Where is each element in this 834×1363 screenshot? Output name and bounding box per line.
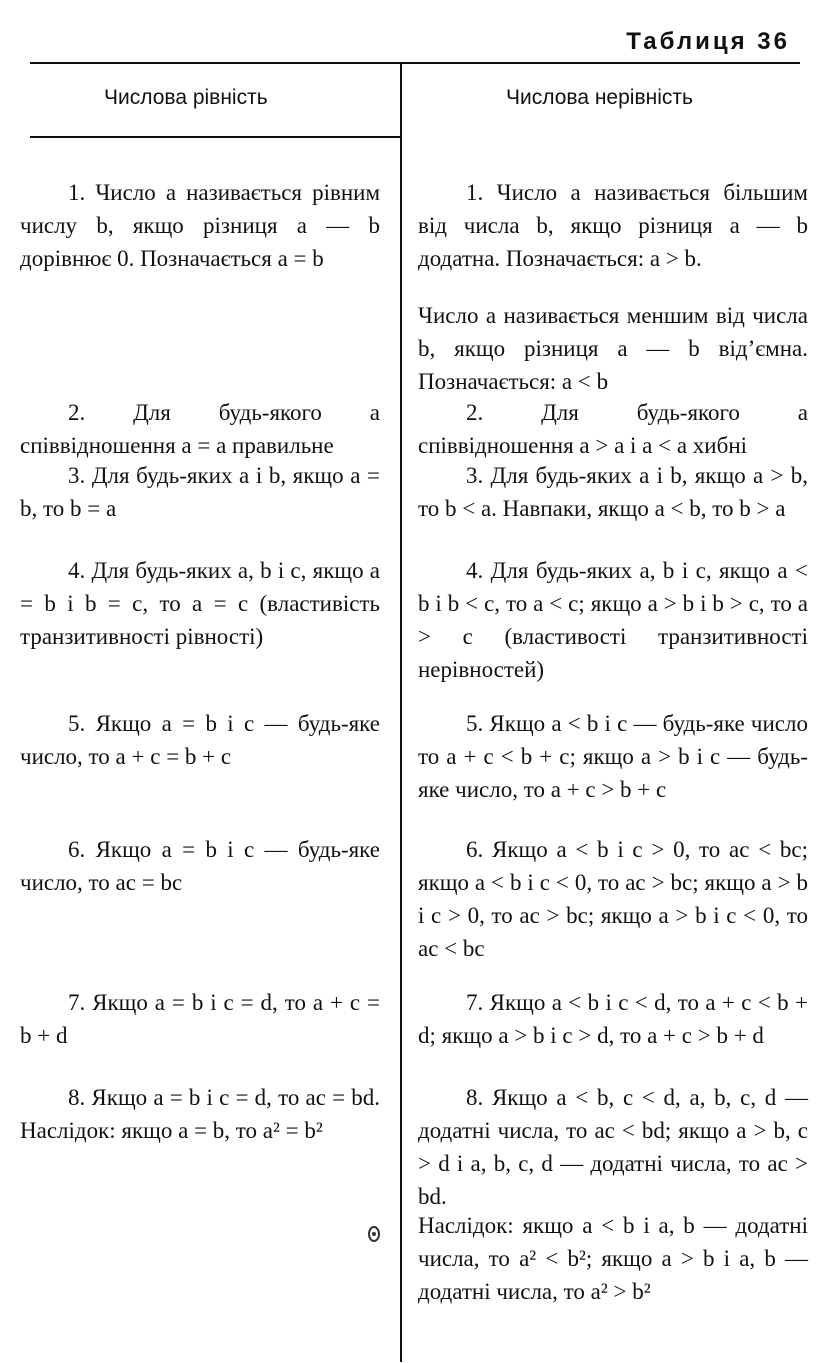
inequality-item-4: 4. Для будь-яких a, b і c, якщо a < b і b < c, то a < c; якщо a > b і b > c, то a > c (властивості транзитивності нерівностей) xyxy=(418,558,808,682)
inequality-item-6: 6. Якщо a < b і c > 0, то ac < bc; якщо a < b і c < 0, то ac > bc; якщо a > b і c > 0, то ac > bc; якщо a > b і c < 0, то ac < bc xyxy=(418,837,808,961)
inequality-item-2: 2. Для будь-якого a співвідношення a > a і a < a хибні xyxy=(418,400,808,458)
ink-smudge xyxy=(367,1225,381,1243)
header-rule-left xyxy=(30,136,402,138)
top-rule xyxy=(30,62,800,64)
table-number: Таблиця 36 xyxy=(626,28,790,55)
inequality-item-5: 5. Якщо a < b і c — будь-яке число то a + c < b + c; якщо a > b і c — будь-яке число, то a + c > b + c xyxy=(418,711,808,802)
equality-item-4: 4. Для будь-яких a, b і c, якщо a = b і b = c, то a = c (властивість транзитивності рівності) xyxy=(20,558,380,649)
equality-item-2: 2. Для будь-якого a співвідношення a = a правильне xyxy=(20,400,380,458)
inequality-item-7: 7. Якщо a < b і c < d, то a + c < b + d; якщо a > b і c > d, то a + c > b + d xyxy=(418,990,808,1048)
equality-item-3: 3. Для будь-яких a і b, якщо a = b, то b = a xyxy=(20,463,380,521)
equality-item-7: 7. Якщо a = b і c = d, то a + c = b + d xyxy=(20,990,380,1048)
equality-item-8: 8. Якщо a = b і c = d, то ac = bd. Наслідок: якщо a = b, то a² = b² xyxy=(20,1085,380,1143)
left-column-header: Числова рівність xyxy=(104,86,268,109)
inequality-item-3: 3. Для будь-яких a і b, якщо a > b, то b < a. Навпаки, якщо a < b, то b > a xyxy=(418,463,808,521)
inequality-item-8: 8. Якщо a < b, c < d, a, b, c, d — додатні числа, то ac < bd; якщо a > b, c > d і a, b, c, d — додатні числа, то ac > bd. xyxy=(418,1085,808,1209)
inequality-item-1-less: Число a називається меншим від числа b, якщо різниця a — b від’ємна. Позначається: a < b xyxy=(418,303,808,394)
column-divider xyxy=(400,62,402,1362)
equality-item-5: 5. Якщо a = b і c — будь-яке число, то a + c = b + c xyxy=(20,711,380,769)
equality-item-6: 6. Якщо a = b і c — будь-яке число, то ac = bc xyxy=(20,837,380,895)
equality-item-1: 1. Число a називається рівним числу b, якщо різниця a — b дорівнює 0. Позначається a = b xyxy=(20,180,380,271)
inequality-item-1: 1. Число a називається більшим від числа b, якщо різниця a — b додатна. Позначається: a > b. xyxy=(418,180,808,271)
right-column-header: Числова нерівність xyxy=(506,86,693,109)
inequality-corollary: Наслідок: якщо a < b і a, b — додатні числа, то a² < b²; якщо a > b і a, b — додатні числа, то a² > b² xyxy=(418,1213,808,1304)
